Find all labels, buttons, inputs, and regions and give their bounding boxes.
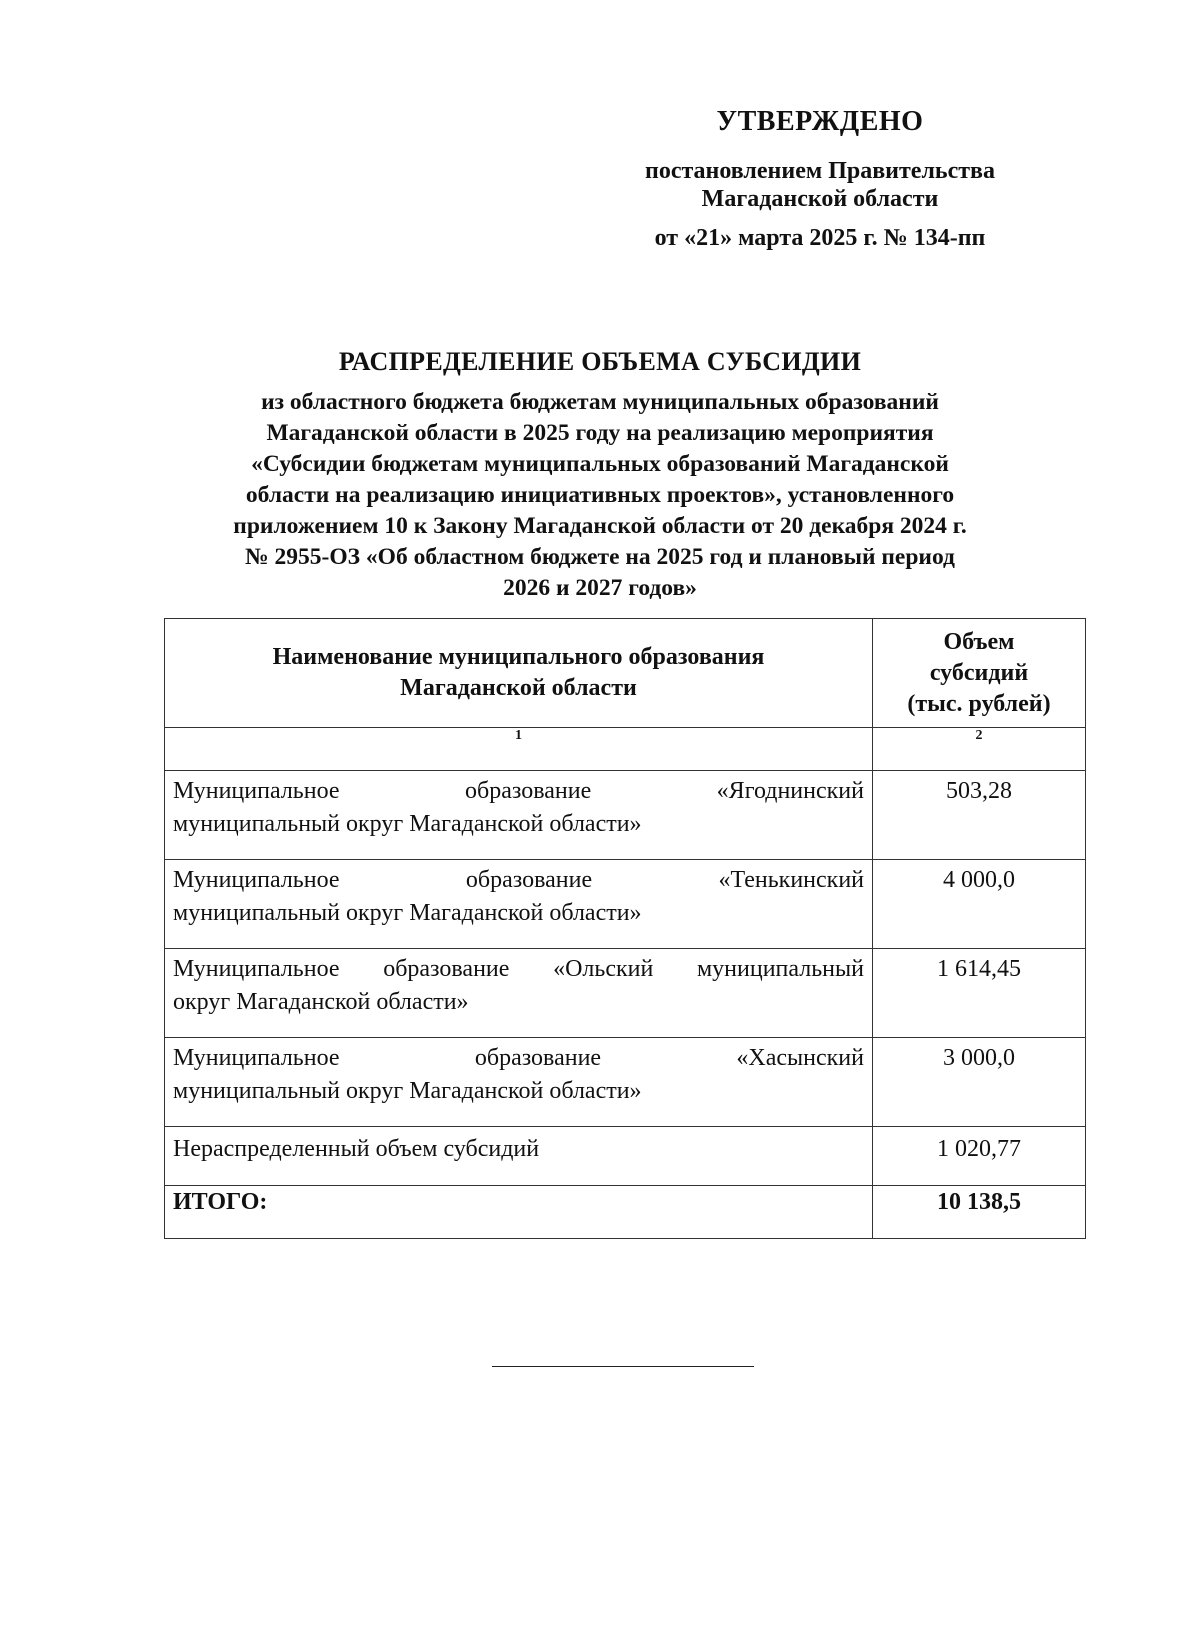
header-municipality: [165, 619, 873, 728]
unallocated-row: [165, 1127, 1086, 1186]
approval-stamp: УТВЕРЖДЕНО: [716, 106, 924, 137]
subtitle-line: № 2955-ОЗ «Об областном бюджете на 2025 год и плановый период: [245, 544, 955, 570]
table-header-row: [165, 619, 1086, 728]
total-value: 10 138,5: [873, 1186, 1086, 1239]
municipality-name: [165, 949, 873, 1038]
subsidy-allocation-table: [164, 618, 1086, 1239]
subtitle-line: «Субсидии бюджетам муниципальных образований Магаданской: [251, 451, 949, 477]
municipality-name-line-1: Муниципальное образование «Хасынский: [173, 1045, 864, 1071]
closing-divider: [492, 1366, 754, 1367]
subtitle-line: Магаданской области в 2025 году на реализацию мероприятия: [266, 420, 934, 446]
subsidy-value: 3 000,0: [873, 1038, 1086, 1127]
municipality-name: [165, 860, 873, 949]
unallocated-value: 1 020,77: [873, 1127, 1086, 1186]
municipality-name-line-2: муниципальный округ Магаданской области»: [173, 811, 642, 837]
unallocated-label: Нераспределенный объем субсидий: [165, 1127, 873, 1186]
table-row: [165, 949, 1086, 1038]
municipality-name-line-1: Муниципальное образование «Ольский муниципальный: [173, 956, 864, 982]
municipality-name-line-1: Муниципальное образование «Тенькинский: [173, 867, 864, 893]
municipality-name-line-1: Муниципальное образование «Ягоднинский: [173, 778, 864, 804]
total-label: ИТОГО:: [165, 1186, 873, 1239]
municipality-name: [165, 1038, 873, 1127]
municipality-name: [165, 771, 873, 860]
column-number: 2: [873, 728, 1086, 771]
subtitle-line: из областного бюджета бюджетам муниципальных образований: [261, 389, 939, 415]
header-volume-line-1: Объем: [943, 628, 1015, 655]
approval-date: от «21» марта 2025 г. № 134-пп: [654, 225, 986, 252]
column-number: 1: [165, 728, 873, 771]
municipality-name-line-2: муниципальный округ Магаданской области»: [173, 1078, 642, 1104]
municipality-name-line-2: муниципальный округ Магаданской области»: [173, 900, 642, 926]
approval-authority: [600, 157, 1040, 215]
table-row: [165, 1038, 1086, 1127]
table-row: [165, 771, 1086, 860]
header-municipality-line-1: Наименование муниципального образования: [272, 644, 765, 670]
approval-block: [600, 105, 1040, 253]
table-row: [165, 860, 1086, 949]
header-subsidy-volume: [873, 619, 1086, 728]
subtitle-line: области на реализацию инициативных проектов», установленного: [245, 482, 955, 508]
column-number-row: [165, 728, 1086, 771]
approval-authority-line-1: постановлением Правительства: [644, 157, 995, 184]
header-volume-line-3: (тыс. рублей): [907, 690, 1051, 717]
subtitle-line: 2026 и 2027 годов»: [503, 575, 697, 601]
subtitle-line: приложением 10 к Закону Магаданской области от 20 декабря 2024 г.: [233, 513, 967, 539]
document-title: РАСПРЕДЕЛЕНИЕ ОБЪЕМА СУБСИДИИ: [338, 347, 862, 376]
municipality-name-line-2: округ Магаданской области»: [173, 989, 469, 1015]
subsidy-value: 1 614,45: [873, 949, 1086, 1038]
total-row: [165, 1186, 1086, 1239]
approval-authority-line-2: Магаданской области: [701, 186, 939, 213]
header-volume-line-2: субсидий: [929, 659, 1029, 686]
subsidy-value: 4 000,0: [873, 860, 1086, 949]
document-subtitle: [150, 387, 1050, 604]
subsidy-value: 503,28: [873, 771, 1086, 860]
header-municipality-line-2: Магаданской области: [400, 675, 637, 701]
